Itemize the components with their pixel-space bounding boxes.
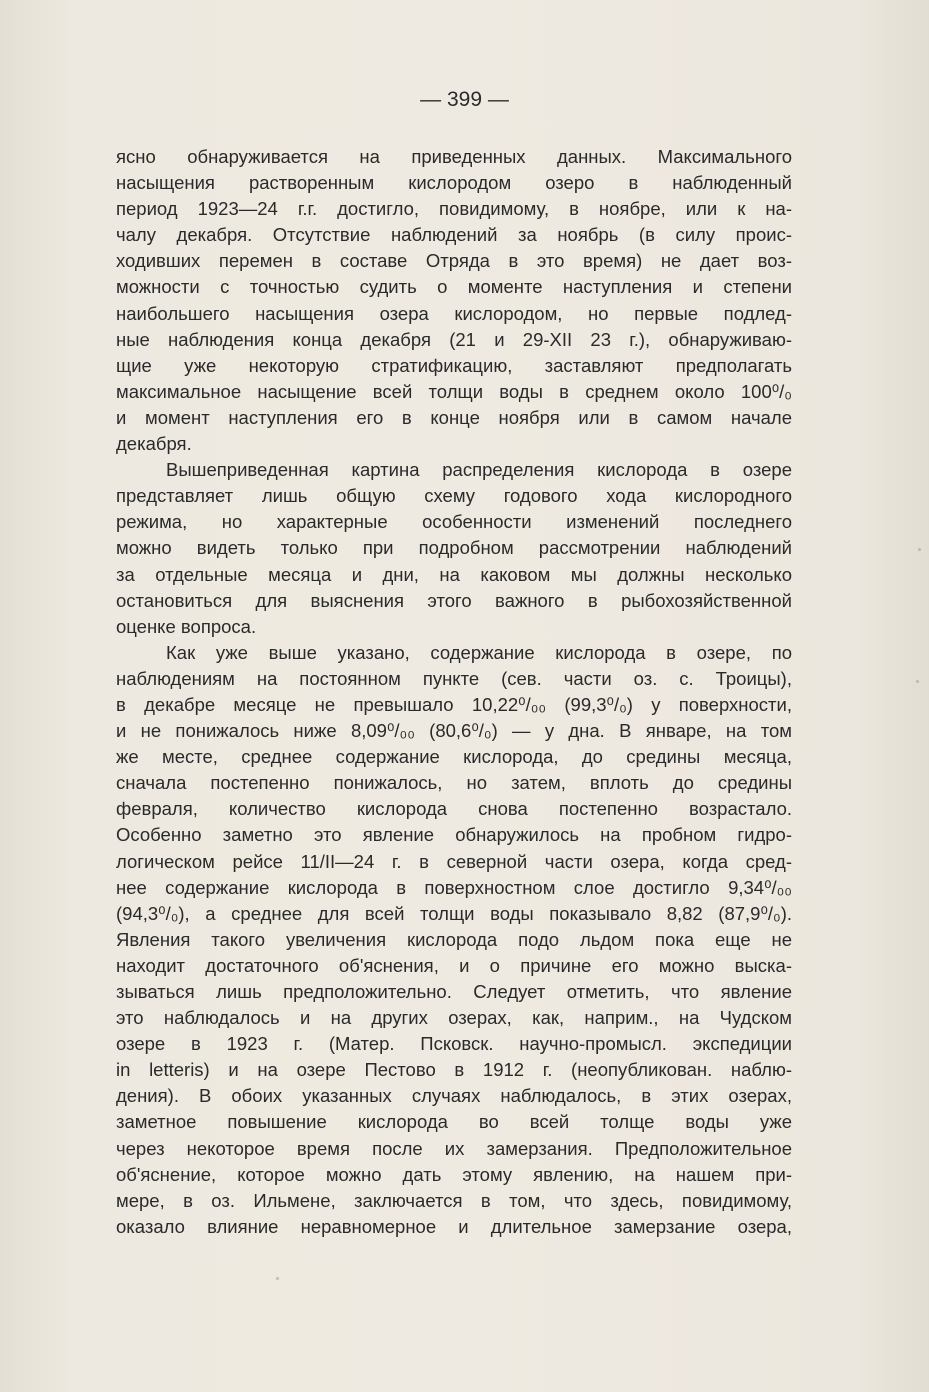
text-line: об'яснение, которое можно дать этому явлению, на нашем при- xyxy=(116,1163,792,1185)
text-line: сначала постепенно понижалось, но затем, вплоть до средины xyxy=(116,772,792,794)
text-line: нее содержание кислорода в поверхностном слое достигло 9,34⁰/₀₀ xyxy=(116,876,792,898)
text-line: Вышеприведенная картина распределения кислорода в озере xyxy=(166,459,792,481)
text-line: мере, в оз. Ильмене, заключается в том, что здесь, повидимому, xyxy=(116,1189,792,1211)
text-line: ясно обнаруживается на приведенных данных. Максимального xyxy=(116,146,792,167)
text-line: заметное повышение кислорода во всей толще воды уже xyxy=(116,1111,792,1133)
text-line: озере в 1923 г. (Матер. Псковск. научно-промысл. экспедиции xyxy=(116,1033,792,1055)
text-line: представляет лишь общую схему годового хода кислородного xyxy=(116,485,792,507)
text-line: же месте, среднее содержание кислорода, до средины месяца, xyxy=(116,746,792,768)
text-line: зываться лишь предположительно. Следует отметить, что явление xyxy=(116,981,792,1002)
text-line: щие уже некоторую стратификацию, заставляют предполагать xyxy=(116,354,792,376)
text-line: Явления такого увеличения кислорода подо льдом пока еще не xyxy=(116,928,792,950)
text-line: и момент наступления его в конце ноября или в самом начале xyxy=(116,406,792,428)
paper-speck xyxy=(916,680,919,683)
text-line: февраля, количество кислорода снова постепенно возрастало. xyxy=(116,798,792,820)
text-line: ходивших перемен в составе Отряда в это время) не дает воз- xyxy=(116,250,792,272)
text-line: декабря. xyxy=(116,433,192,455)
paper-speck xyxy=(276,1277,279,1280)
text-line: (94,3⁰/₀), а среднее для всей толщи воды показывало 8,82 (87,9⁰/₀). xyxy=(116,902,792,924)
text-line: оценке вопроса. xyxy=(116,615,257,637)
paragraph-2 xyxy=(116,457,792,640)
text-line: в декабре месяце не превышало 10,22⁰/₀₀ (99,3⁰/₀) у поверхности, xyxy=(116,693,792,715)
text-line: наблюдениям на постоянном пункте (сев. части оз. с. Троицы), xyxy=(116,667,792,689)
paragraph-3 xyxy=(116,640,792,1240)
text-line: режима, но характерные особенности изменений последнего xyxy=(116,511,792,533)
page-number: — 399 — xyxy=(420,88,509,111)
text-line: за отдельные месяца и дни, на каковом мы должны несколько xyxy=(116,563,792,585)
text-line: максимальное насыщение всей толщи воды в среднем около 100⁰/₀ xyxy=(116,380,792,402)
text-line: период 1923—24 г.г. достигло, повидимому, в ноябре, или к на- xyxy=(116,198,792,220)
text-line: через некоторое время после их замерзания. Предположительное xyxy=(116,1137,792,1159)
text-line: и не понижалось ниже 8,09⁰/₀₀ (80,6⁰/₀) — у дна. В январе, на том xyxy=(116,720,792,742)
text-line: можности с точностью судить о моменте наступления и степени xyxy=(116,276,792,298)
text-line: это наблюдалось и на других озерах, как, наприм., на Чудском xyxy=(116,1007,792,1029)
text-line: остановиться для выяснения этого важного в рыбохозяйственной xyxy=(116,589,792,611)
text-line: наибольшего насыщения озера кислородом, но первые подлед- xyxy=(116,302,792,324)
text-line: логическом рейсе 11/II—24 г. в северной части озера, когда сред- xyxy=(116,850,792,872)
text-line: дения). В обоих указанных случаях наблюдалось, в этих озерах, xyxy=(116,1085,792,1107)
text-line: Особенно заметно это явление обнаружилось на пробном гидро- xyxy=(116,824,792,846)
text-line: находит достаточного об'яснения, и о причине его можно выска- xyxy=(116,954,792,976)
text-line: чалу декабря. Отсутствие наблюдений за ноябрь (в силу проис- xyxy=(116,224,792,246)
text-line: ные наблюдения конца декабря (21 и 29-XII 23 г.), обнаруживаю- xyxy=(116,328,792,350)
paper-speck xyxy=(918,548,921,551)
text-line: оказало влияние неравномерное и длительное замерзание озера, xyxy=(116,1215,792,1237)
text-line: насыщения растворенным кислородом озеро в наблюденный xyxy=(116,172,792,194)
body-text xyxy=(116,144,792,1240)
text-line: in letteris) и на озере Пестово в 1912 г. (неопубликован. наблю- xyxy=(116,1059,792,1081)
paragraph-1 xyxy=(116,144,792,457)
text-line: Как уже выше указано, содержание кислорода в озере, по xyxy=(166,641,792,663)
text-line: можно видеть только при подробном рассмотрении наблюдений xyxy=(116,537,792,559)
